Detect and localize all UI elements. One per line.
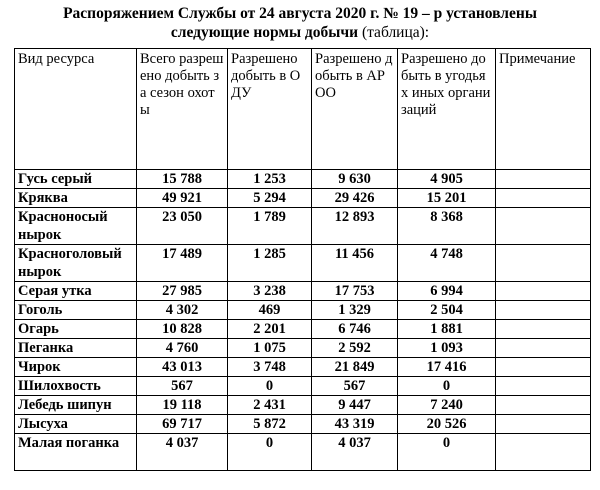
caption-line-2 xyxy=(0,23,600,42)
cell-total: 10 828 xyxy=(137,320,228,339)
cell-odu: 0 xyxy=(228,377,312,396)
cell-resource-name: Лысуха xyxy=(15,415,137,434)
cell-odu: 0 xyxy=(228,434,312,471)
cell-total: 43 013 xyxy=(137,358,228,377)
cell-total: 567 xyxy=(137,377,228,396)
cell-odu: 1 789 xyxy=(228,208,312,245)
header-allowed-other: Разрешено добыть в угодьях иных организаций xyxy=(398,49,496,170)
caption-line-2-bold: следующие нормы добычи xyxy=(170,24,359,41)
cell-resource-name: Огарь xyxy=(15,320,137,339)
cell-aroo: 12 893 xyxy=(312,208,398,245)
cell-aroo: 567 xyxy=(312,377,398,396)
cell-resource-name: Серая утка xyxy=(15,282,137,301)
cell-resource-name: Чирок xyxy=(15,358,137,377)
cell-resource-name: Пеганка xyxy=(15,339,137,358)
cell-aroo: 43 319 xyxy=(312,415,398,434)
cell-aroo: 11 456 xyxy=(312,245,398,282)
cell-odu: 469 xyxy=(228,301,312,320)
cell-aroo: 6 746 xyxy=(312,320,398,339)
cell-odu: 2 201 xyxy=(228,320,312,339)
header-allowed-aroo: Разрешено добыть в АРОО xyxy=(312,49,398,170)
header-total-allowed: Всего разрешено добыть за сезон охоты xyxy=(137,49,228,170)
cell-total: 27 985 xyxy=(137,282,228,301)
cell-other: 1 881 xyxy=(398,320,496,339)
table-row xyxy=(15,377,591,396)
cell-other: 6 994 xyxy=(398,282,496,301)
cell-other: 15 201 xyxy=(398,189,496,208)
cell-total: 23 050 xyxy=(137,208,228,245)
cell-resource-name: Лебедь шипун xyxy=(15,396,137,415)
table-row xyxy=(15,282,591,301)
table-row xyxy=(15,396,591,415)
cell-resource-name: Малая поганка xyxy=(15,434,137,471)
cell-resource-name: Красноносый нырок xyxy=(15,208,137,245)
cell-other: 8 368 xyxy=(398,208,496,245)
cell-aroo: 4 037 xyxy=(312,434,398,471)
cell-resource-name: Гусь серый xyxy=(15,170,137,189)
cell-resource-name: Кряква xyxy=(15,189,137,208)
cell-aroo: 1 329 xyxy=(312,301,398,320)
cell-other: 20 526 xyxy=(398,415,496,434)
cell-resource-name: Шилохвость xyxy=(15,377,137,396)
cell-total: 69 717 xyxy=(137,415,228,434)
cell-other: 0 xyxy=(398,434,496,471)
cell-total: 15 788 xyxy=(137,170,228,189)
cell-note xyxy=(496,396,591,415)
cell-aroo: 9 630 xyxy=(312,170,398,189)
cell-other: 2 504 xyxy=(398,301,496,320)
cell-note xyxy=(496,170,591,189)
table-row xyxy=(15,208,591,245)
table-body xyxy=(15,170,591,471)
cell-aroo: 17 753 xyxy=(312,282,398,301)
cell-other: 1 093 xyxy=(398,339,496,358)
cell-odu: 3 238 xyxy=(228,282,312,301)
table-row xyxy=(15,434,591,471)
header-allowed-odu: Разрешено добыть в ОДУ xyxy=(228,49,312,170)
cell-resource-name: Гоголь xyxy=(15,301,137,320)
document-caption xyxy=(0,4,600,42)
cell-note xyxy=(496,415,591,434)
header-note: Примечание xyxy=(496,49,591,170)
cell-total: 4 302 xyxy=(137,301,228,320)
table-row xyxy=(15,189,591,208)
cell-aroo: 29 426 xyxy=(312,189,398,208)
cell-total: 4 037 xyxy=(137,434,228,471)
cell-other: 17 416 xyxy=(398,358,496,377)
table-row xyxy=(15,320,591,339)
hunting-norms-table xyxy=(14,48,591,471)
caption-line-2-rest: (таблица): xyxy=(358,24,430,41)
cell-other: 0 xyxy=(398,377,496,396)
caption-line-1 xyxy=(0,4,600,23)
cell-odu: 1 253 xyxy=(228,170,312,189)
cell-odu: 3 748 xyxy=(228,358,312,377)
cell-note xyxy=(496,189,591,208)
cell-total: 17 489 xyxy=(137,245,228,282)
cell-odu: 5 294 xyxy=(228,189,312,208)
cell-note xyxy=(496,377,591,396)
table-row xyxy=(15,245,591,282)
cell-note xyxy=(496,339,591,358)
cell-aroo: 2 592 xyxy=(312,339,398,358)
cell-note xyxy=(496,301,591,320)
cell-other: 4 905 xyxy=(398,170,496,189)
cell-note xyxy=(496,282,591,301)
cell-odu: 5 872 xyxy=(228,415,312,434)
table-header-row xyxy=(15,49,591,170)
cell-aroo: 9 447 xyxy=(312,396,398,415)
cell-odu: 2 431 xyxy=(228,396,312,415)
table-row xyxy=(15,415,591,434)
cell-note xyxy=(496,245,591,282)
table-row xyxy=(15,170,591,189)
cell-note xyxy=(496,434,591,471)
cell-total: 4 760 xyxy=(137,339,228,358)
cell-total: 19 118 xyxy=(137,396,228,415)
cell-other: 7 240 xyxy=(398,396,496,415)
cell-resource-name: Красноголовый нырок xyxy=(15,245,137,282)
cell-other: 4 748 xyxy=(398,245,496,282)
cell-odu: 1 075 xyxy=(228,339,312,358)
table-row xyxy=(15,339,591,358)
header-resource-type: Вид ресурса xyxy=(15,49,137,170)
cell-note xyxy=(496,320,591,339)
caption-line-1-text: Распоряжением Службы от 24 августа 2020 г. № 19 – р установлены xyxy=(63,5,537,22)
table-row xyxy=(15,358,591,377)
table-row xyxy=(15,301,591,320)
cell-note xyxy=(496,358,591,377)
cell-aroo: 21 849 xyxy=(312,358,398,377)
cell-total: 49 921 xyxy=(137,189,228,208)
cell-note xyxy=(496,208,591,245)
cell-odu: 1 285 xyxy=(228,245,312,282)
